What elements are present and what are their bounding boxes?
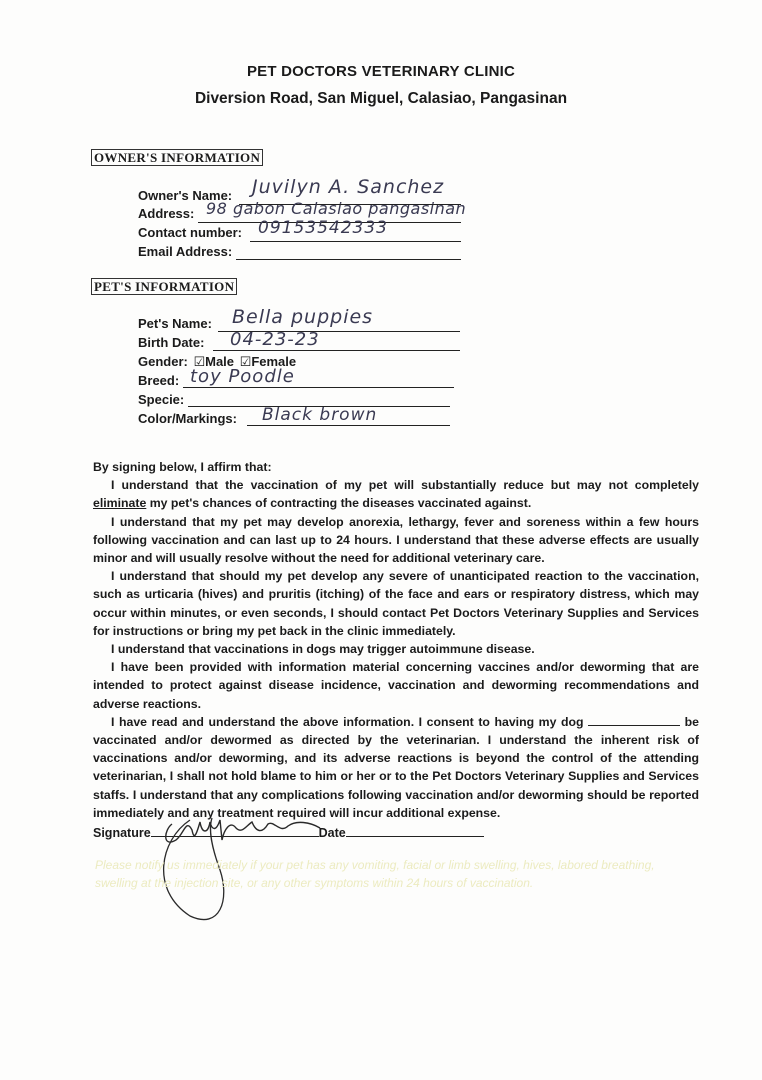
post-vaccination-note: Please notify us immediately if your pet has any vomiting, facial or limb swelling, hives, labored breathing, swelling at the injection site, or any other symptoms within 24 hours of vaccination. xyxy=(95,858,655,890)
owner-address-value[interactable]: 98 gabon Calasiao pangasinan xyxy=(206,199,467,218)
female-label: Female xyxy=(251,354,297,369)
pet-name-value[interactable]: Bella puppies xyxy=(232,306,374,328)
consent-text xyxy=(93,458,699,822)
owner-contact-row xyxy=(138,225,242,241)
owner-contact-line xyxy=(250,241,461,242)
owner-address-label: Address: xyxy=(138,206,195,221)
owner-email-row xyxy=(138,244,232,260)
consent-p1 xyxy=(93,476,699,512)
pet-birth-row xyxy=(138,335,204,351)
consent-p2: I understand that my pet may develop anorexia, lethargy, fever and soreness within a few hours following vaccination and can last up to 24 hours. I understand that these adverse effects are usually minor and will usually resolve without the need for additional veterinary care. xyxy=(93,514,699,566)
pet-breed-value[interactable]: toy Poodle xyxy=(190,366,295,387)
pet-birth-line xyxy=(213,350,460,351)
pet-gender-label: Gender: xyxy=(138,354,188,369)
pet-breed-line xyxy=(183,387,454,388)
owner-name-value[interactable]: Juvilyn A. Sanchez xyxy=(252,176,445,198)
owner-contact-label: Contact number: xyxy=(138,225,242,240)
consent-p5: I have been provided with information material concerning vaccines and/or deworming that are intended to protect against disease incidence, vaccination and deworming recommendations and adverse reactions. xyxy=(93,660,699,711)
pet-name-row xyxy=(138,316,212,332)
pet-birth-value[interactable]: 04-23-23 xyxy=(230,329,320,350)
consent-p6-a: I have read and understand the above information. I consent to having my dog xyxy=(111,714,584,729)
consent-p4: I understand that vaccinations in dogs may trigger autoimmune disease. xyxy=(111,642,535,657)
male-checkbox[interactable]: ☑ xyxy=(193,354,206,369)
consent-p6-b: be vaccinated and/or dewormed as directed by the veterinarian. I understand the inherent risk of vaccinations and/or deworming, and its adverse reactions is beyond the control of the attending veterinarian, I shall not hold blame to him or her or to the Pet Doctors Veterinary Supplies and Services staffs. I understand that any complications following vaccination and/or deworming should be reported immediately and any treatment required will incur additional expense. xyxy=(93,714,700,820)
owner-email-line xyxy=(236,259,461,260)
consent-p1-a: I understand that the vaccination of my pet will substantially reduce but may not completely xyxy=(111,478,699,493)
pet-color-line xyxy=(247,425,450,426)
date-label: Date xyxy=(318,826,346,840)
pet-breed-label: Breed: xyxy=(138,373,180,388)
pet-specie-label: Specie: xyxy=(138,392,185,407)
consent-p1-underlined: eliminate xyxy=(93,496,147,511)
pet-section-title: PET'S INFORMATION xyxy=(91,278,237,295)
clinic-address: Diversion Road, San Miguel, Calasiao, Pangasinan xyxy=(194,90,568,107)
signature-label: Signature xyxy=(93,826,151,840)
consent-p1-b: my pet's chances of contracting the diseases vaccinated against. xyxy=(146,496,532,511)
pet-breed-row xyxy=(138,373,179,389)
pet-birth-label: Birth Date: xyxy=(138,335,205,350)
pet-color-value[interactable]: Black brown xyxy=(262,405,378,425)
dog-name-blank[interactable] xyxy=(588,713,680,726)
pet-name-label: Pet's Name: xyxy=(138,316,212,331)
pet-specie-row xyxy=(138,392,184,408)
owner-address-row xyxy=(138,206,194,222)
owner-section-title: OWNER'S INFORMATION xyxy=(91,149,263,166)
consent-intro: By signing below, I affirm that: xyxy=(93,460,272,474)
owner-contact-value[interactable]: 09153542333 xyxy=(258,218,388,238)
owner-name-label: Owner's Name: xyxy=(138,188,233,203)
female-checkbox[interactable]: ☑ xyxy=(239,354,252,369)
pet-color-label: Color/Markings: xyxy=(138,411,237,426)
consent-p3: I understand that should my pet develop any severe of unanticipated reaction to the vaccination, such as urticaria (hives) and pruritis (itching) of the face and ears or respiratory distress, which may occur within minutes, or even seconds, I should contact Pet Doctors Veterinary Supplies and Services for instructions or bring my pet back in the clinic immediately. xyxy=(93,569,699,638)
date-line[interactable] xyxy=(346,824,484,837)
owner-email-label: Email Address: xyxy=(138,244,233,259)
clinic-name: PET DOCTORS VETERINARY CLINIC xyxy=(246,63,516,80)
male-label: Male xyxy=(205,354,235,369)
pet-color-row xyxy=(138,411,237,427)
